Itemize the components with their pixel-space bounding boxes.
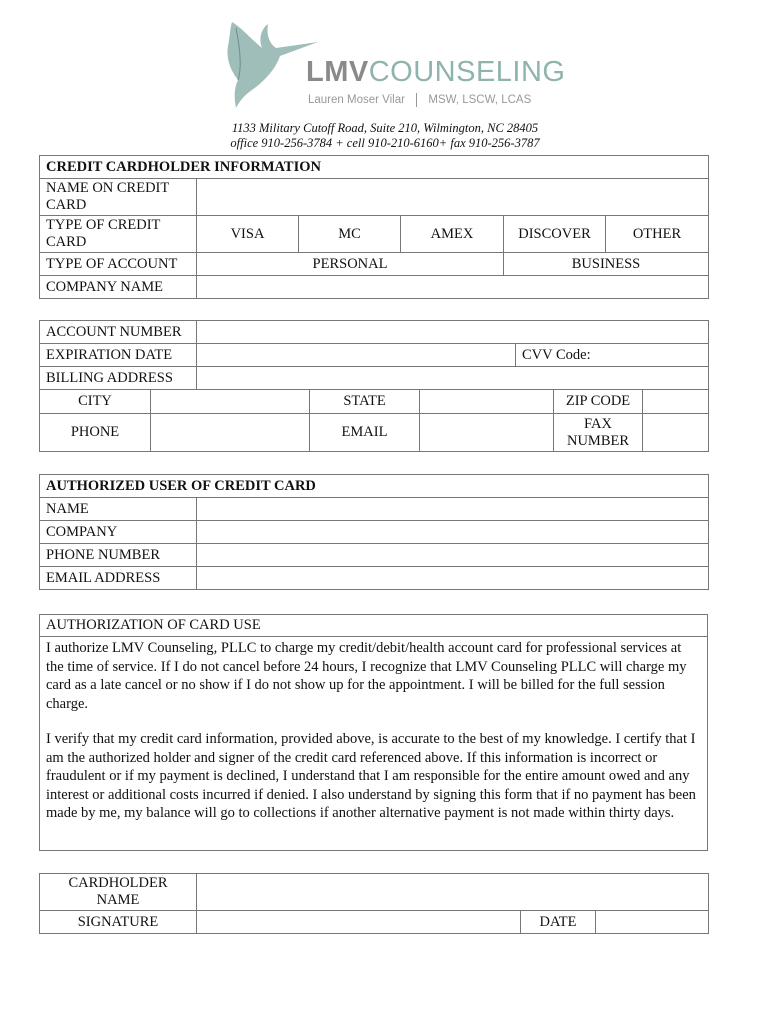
name-on-card-label: NAME ON CREDIT CARD — [40, 179, 197, 216]
au-name-field[interactable] — [197, 498, 709, 521]
cvv-field[interactable] — [516, 344, 709, 367]
address-line: 1133 Military Cutoff Road, Suite 210, Wilmington, NC 28405 — [231, 121, 539, 135]
au-email-field[interactable] — [197, 567, 709, 590]
logo-divider — [416, 93, 417, 107]
au-company-label: COMPANY — [40, 521, 197, 544]
authorization-body — [40, 637, 708, 851]
name-on-card-field[interactable] — [197, 179, 709, 216]
signature-table — [39, 873, 709, 934]
cvv-label: CVV Code: — [522, 346, 591, 363]
card-type-mc[interactable]: MC — [299, 216, 401, 253]
logo-credentials: MSW, LSCW, LCAS — [428, 94, 532, 107]
phone-label: PHONE — [40, 414, 151, 452]
date-label: DATE — [521, 911, 596, 934]
billing-address-label: BILLING ADDRESS — [40, 367, 197, 390]
logo-counseling: COUNSELING — [368, 56, 566, 88]
phone-field[interactable] — [151, 414, 310, 452]
au-name-label: NAME — [40, 498, 197, 521]
card-type-label: TYPE OF CREDIT CARD — [40, 216, 197, 253]
authorized-user-table — [39, 474, 709, 590]
authorization-paragraph-2: I verify that my credit card information, provided above, is accurate to the best of my knowledge. I certify that I am the authorized holder and signer of the credit card referenced above. If this information is incorrect or fraudulent or if my payment is declined, I understand that I am responsible for the entire amount owed and any interest or additional costs incurred if denied. I also understand by signing this form that if no payment has been made by me, my balance will go to collections if another alternative payment is not made within thirty days. — [46, 731, 696, 821]
authorization-paragraph-1: I authorize LMV Counseling, PLLC to charge my credit/debit/health account card for professional services at the time of service. If I do not cancel before 24 hours, I recognize that LMV Counseling PLLC will charge my card as a late cancel or no show if I do not show up for the appointment. I will be billed for the full session charge. — [46, 640, 687, 712]
signature-label: SIGNATURE — [40, 911, 197, 934]
logo — [222, 18, 566, 113]
fax-field[interactable] — [642, 414, 708, 451]
expiration-date-field[interactable] — [197, 344, 516, 367]
account-number-field[interactable] — [197, 321, 709, 344]
billing-address-field[interactable] — [197, 367, 709, 390]
account-number-label: ACCOUNT NUMBER — [40, 321, 197, 344]
signature-field[interactable] — [197, 911, 521, 934]
card-type-other[interactable]: OTHER — [606, 216, 709, 253]
company-name-field[interactable] — [197, 276, 709, 299]
account-type-business[interactable]: BUSINESS — [504, 253, 709, 276]
authorization-title: AUTHORIZATION OF CARD USE — [40, 615, 708, 637]
zip-field[interactable] — [642, 390, 708, 413]
contact-line: office 910-256-3784 + cell 910-210-6160+ fax 910-256-3787 — [230, 136, 540, 150]
au-phone-label: PHONE NUMBER — [40, 544, 197, 567]
cardholder-name-field[interactable] — [197, 874, 709, 911]
logo-person-name: Lauren Moser Vilar — [308, 94, 405, 107]
account-type-personal[interactable]: PERSONAL — [197, 253, 504, 276]
cardholder-table — [39, 155, 709, 299]
account-type-label: TYPE OF ACCOUNT — [40, 253, 197, 276]
account-table — [39, 320, 709, 452]
au-email-label: EMAIL ADDRESS — [40, 567, 197, 590]
logo-lmv: LMV — [306, 56, 369, 88]
zip-cell — [554, 390, 709, 414]
fax-cell — [554, 414, 709, 452]
cardholder-section-title: CREDIT CARDHOLDER INFORMATION — [40, 156, 709, 179]
au-phone-field[interactable] — [197, 544, 709, 567]
au-company-field[interactable] — [197, 521, 709, 544]
cardholder-name-label: CARDHOLDER NAME — [40, 874, 197, 911]
expiration-date-label: EXPIRATION DATE — [40, 344, 197, 367]
card-type-visa[interactable]: VISA — [197, 216, 299, 253]
fax-label: FAX NUMBER — [566, 415, 630, 449]
email-label: EMAIL — [310, 414, 420, 452]
state-field[interactable] — [420, 390, 554, 414]
date-field[interactable] — [596, 911, 709, 934]
city-label: CITY — [40, 390, 151, 414]
zip-label: ZIP CODE — [565, 393, 631, 409]
authorization-table — [39, 614, 708, 851]
company-name-label: COMPANY NAME — [40, 276, 197, 299]
city-field[interactable] — [151, 390, 310, 414]
state-label: STATE — [310, 390, 420, 414]
authorized-user-title: AUTHORIZED USER OF CREDIT CARD — [40, 475, 709, 498]
card-type-discover[interactable]: DISCOVER — [504, 216, 606, 253]
email-field[interactable] — [420, 414, 554, 452]
card-type-amex[interactable]: AMEX — [401, 216, 504, 253]
